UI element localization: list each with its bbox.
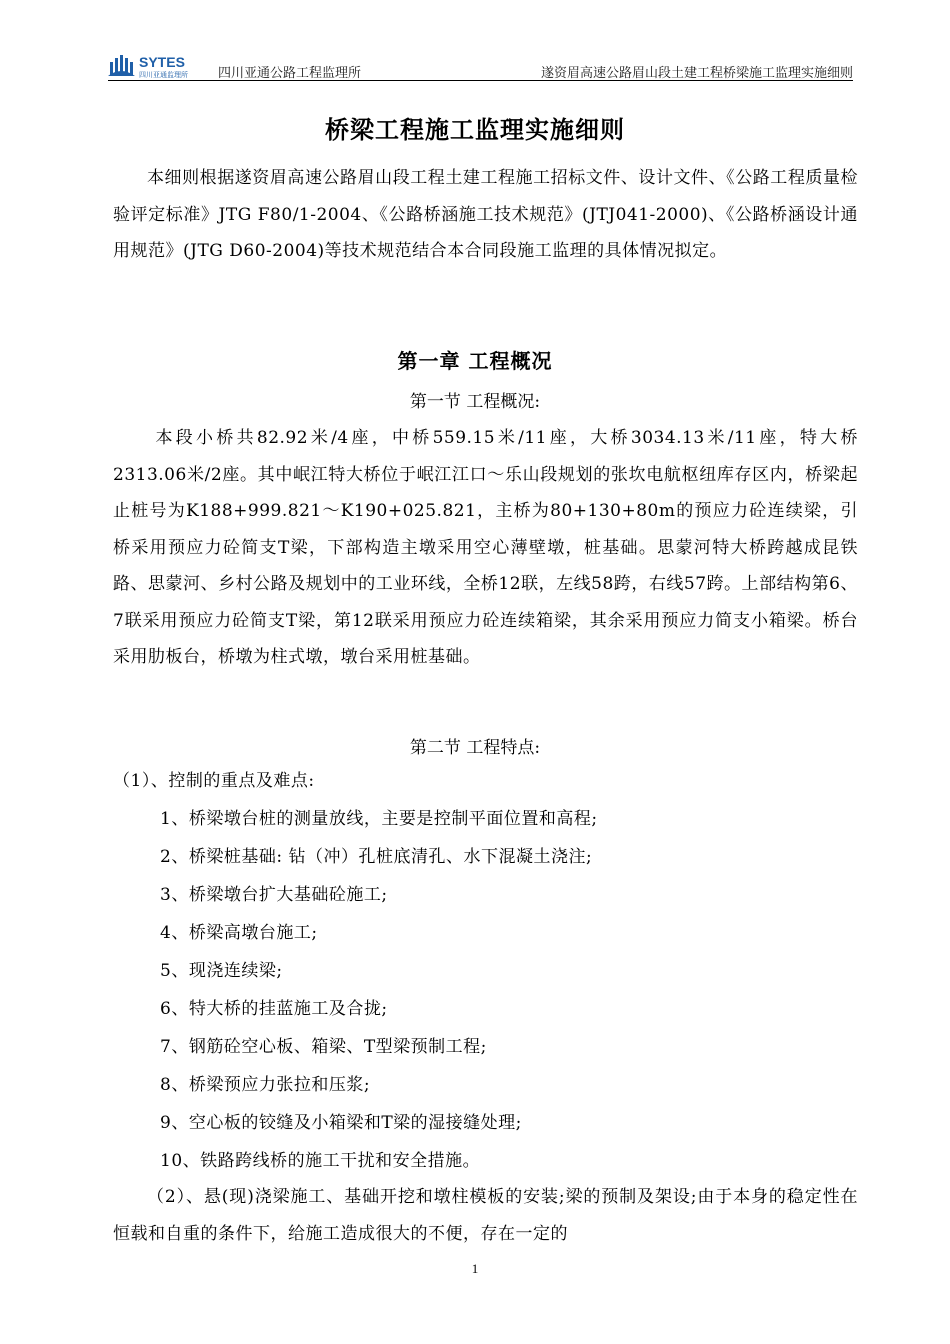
header-divider [108,80,853,81]
item-2-paragraph: （2）、悬(现)浇梁施工、基础开挖和墩柱模板的安装;梁的预制及架设;由于本身的稳定性在恒载和自重的条件下，给施工造成很大的不便，存在一定的 [113,1187,858,1244]
section-2-title: 第二节 工程特点: [409,738,541,758]
list-item: 3、桥梁墩台扩大基础砼施工; [160,885,388,905]
page-number: 1 [471,1261,479,1276]
list-item: 9、空心板的铰缝及小箱梁和T梁的湿接缝处理; [160,1113,522,1133]
list-item: 8、桥梁预应力张拉和压浆; [160,1075,371,1095]
list-item: 10、铁路跨线桥的施工干扰和安全措施。 [160,1151,481,1171]
page-header [108,50,853,82]
section-1-body: 本段小桥共82.92米/4座，中桥559.15米/11座，大桥3034.13米/11座，特大桥2313.06米/2座。其中岷江特大桥位于岷江江口～乐山段规划的张坎电航枢纽库存区内，桥梁起止桩号为K188+999.821～K190+025.821，主桥为80+130+80m的预应力砼连续梁，引桥采用预应力砼简支T梁，下部构造主墩采用空心薄壁墩，桩基础。思蒙河特大桥跨越成昆铁路、思蒙河、乡村公路及规划中的工业环线，全桥12联，左线58跨，右线57跨。上部结构第6、7联采用预应力砼简支T梁，第12联采用预应力砼连续箱梁，其余采用预应力简支小箱梁。桥台采用肋板台，桥墩为柱式墩，墩台采用桩基础。 [113,428,858,667]
item-1-heading: （1）、控制的重点及难点: [113,771,315,791]
list-item: 6、特大桥的挂蓝施工及合拢; [160,999,388,1019]
intro-paragraph: 本细则根据遂资眉高速公路眉山段工程土建工程施工招标文件、设计文件、《公路工程质量检验评定标准》JTG F80/1-2004、《公路桥涵施工技术规范》(JTJ041-2000)、《公路桥涵设计通用规范》(JTG D60-2004)等技术规范结合本合同段施工监理的具体情况拟定。 [113,168,858,261]
list-item: 4、桥梁高墩台施工; [160,923,318,943]
header-document-title: 遂资眉高速公路眉山段土建工程桥梁施工监理实施细则 [540,66,853,81]
chapter-title: 第一章 工程概况 [397,349,553,373]
header-organization: 四川亚通公路工程监理所 [218,66,362,81]
list-item: 7、钢筋砼空心板、箱梁、T型梁预制工程; [160,1037,487,1057]
list-item: 5、现浇连续梁; [160,961,283,981]
company-logo [108,52,218,80]
section-1-title: 第一节 工程概况: [409,392,541,412]
list-item: 2、桥梁桩基础: 钻（冲）孔桩底清孔、水下混凝土浇注; [160,847,593,867]
list-item: 1、桥梁墩台桩的测量放线，主要是控制平面位置和高程; [160,809,598,829]
logo-subtext: 四川亚通监理所 [139,71,188,79]
page-title: 桥梁工程施工监理实施细则 [325,115,625,144]
logo-text: SYTES [139,54,185,70]
